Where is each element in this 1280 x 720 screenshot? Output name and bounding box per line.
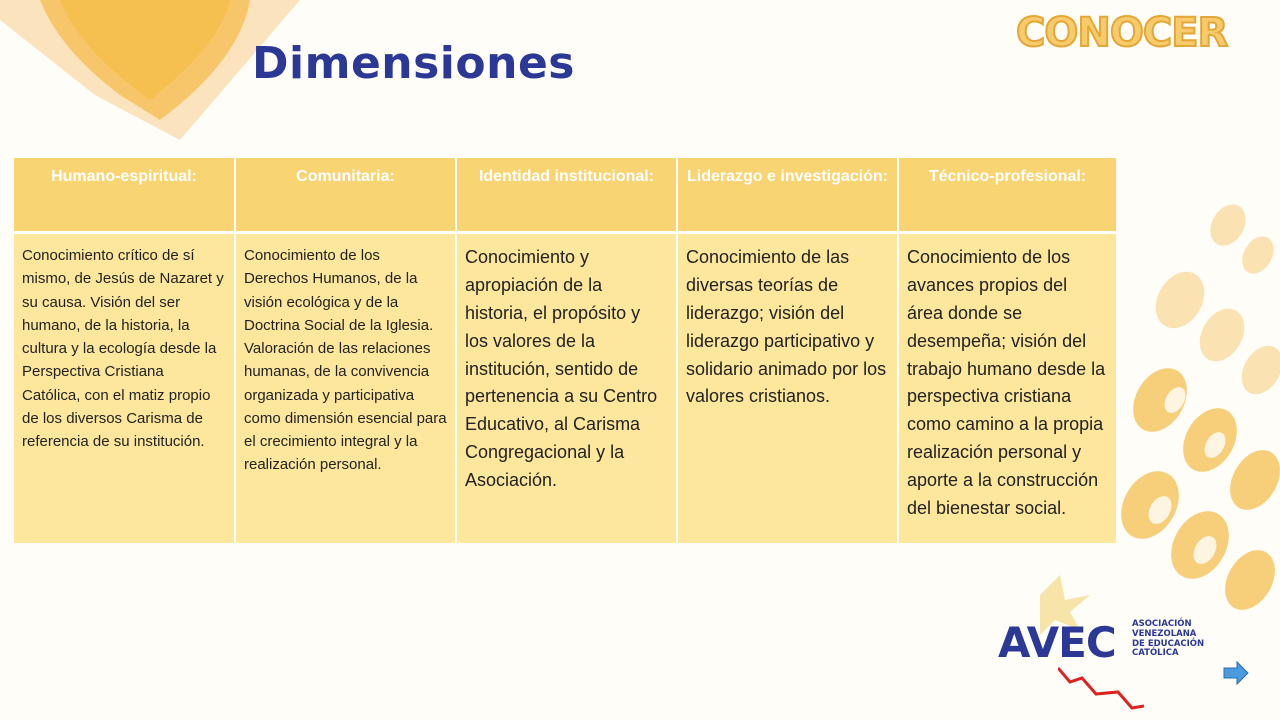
dimensions-table (14, 158, 1116, 543)
next-slide-button[interactable] (1222, 660, 1250, 686)
avec-logo (998, 612, 1218, 716)
page-title: Dimensiones (252, 38, 575, 89)
logo-subtitle (1132, 620, 1218, 659)
header-liderazgo-investigacion: Liderazgo e investigación: (677, 158, 898, 233)
logo-line-icon (1058, 664, 1148, 714)
table-row (14, 233, 1116, 543)
header-identidad-institucional: Identidad institucional: (456, 158, 677, 233)
cell-identidad-institucional: Conocimiento y apropiación de la historia, el propósito y los valores de la institución, sentido de pertenencia a su Centro Educativo, al Carisma Congregacional y la Asociación. (456, 233, 677, 543)
header-comunitaria: Comunitaria: (235, 158, 456, 233)
arrow-right-icon (1224, 662, 1248, 684)
logo-subtitle-line: VENEZOLANA (1132, 628, 1197, 639)
header-tecnico-profesional: Técnico-profesional: (898, 158, 1116, 233)
cell-comunitaria: Conocimiento de los Derechos Humanos, de la visión ecológica y de la Doctrina Social de la Iglesia. Valoración de las relaciones humanas, de la convivencia organizada y participativa como dimensión esencial para el crecimiento integral y la realización personal. (235, 233, 456, 543)
logo-subtitle-line: CATÓLICA (1132, 648, 1179, 659)
logo-subtitle-line: ASOCIACIÓN (1132, 619, 1192, 629)
header-humano-espiritual: Humano-espiritual: (14, 158, 235, 233)
cell-humano-espiritual: Conocimiento crítico de sí mismo, de Jesús de Nazaret y su causa. Visión del ser humano, de la historia, la cultura y la ecología desde la Perspectiva Cristiana Católica, con el matiz propio de los diversos Carisma de referencia de su institución. (14, 233, 235, 543)
table-header-row (14, 158, 1116, 233)
logo-subtitle-line: DE EDUCACIÓN (1132, 638, 1205, 649)
cell-liderazgo-investigacion: Conocimiento de las diversas teorías de liderazgo; visión del liderazgo participativo y solidario animado por los valores cristianos. (677, 233, 898, 543)
logo-wordmark: AVEC (998, 618, 1116, 667)
cell-tecnico-profesional: Conocimiento de los avances propios del área donde se desempeña; visión del trabajo humano desde la perspectiva cristiana como camino a la propia realización personal y aporte a la construcción del bienestar social. (898, 233, 1116, 543)
section-label: CONOCER (1016, 10, 1228, 56)
